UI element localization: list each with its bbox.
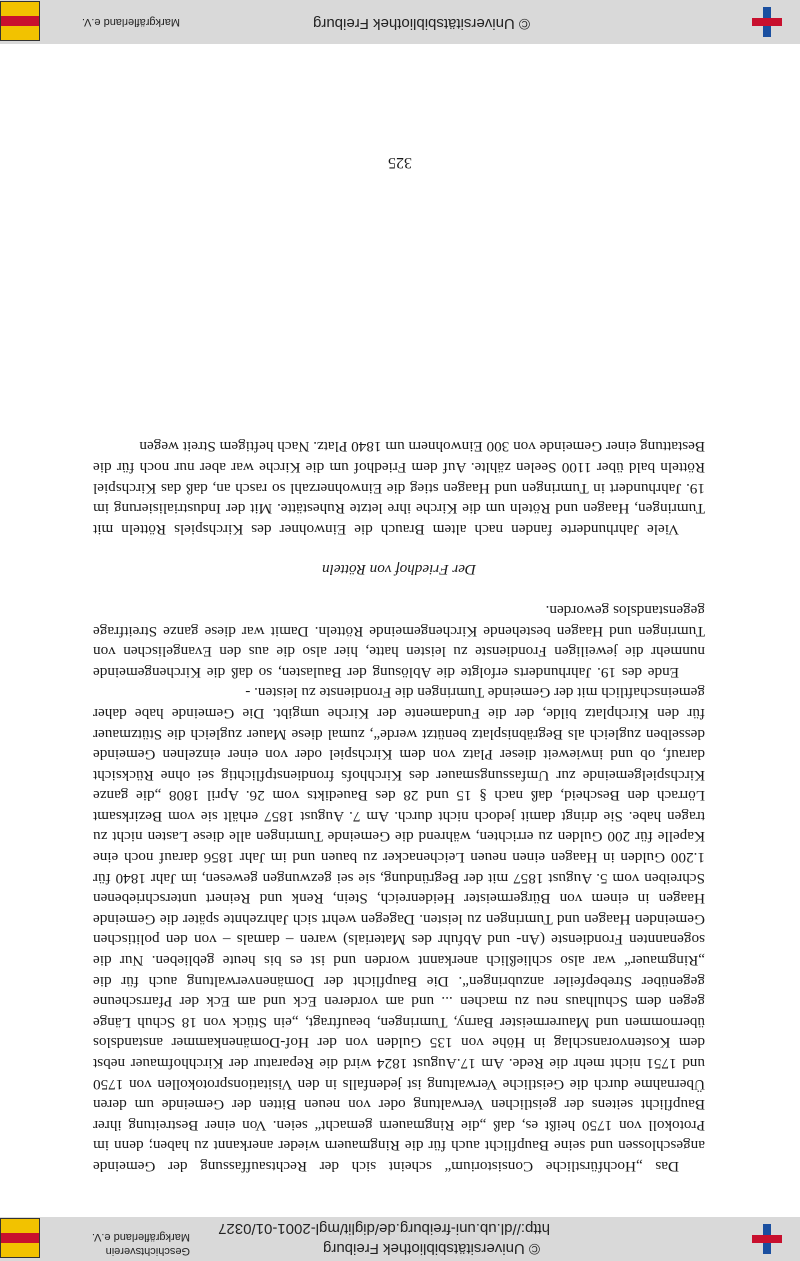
society-region: Markgräflerland e.V. [81,16,180,28]
paragraph-1: Das „Hochfürstliche Consistorium“ scheint sich der Rechtsauffassung der Gemeinde angeschlossen und seine Baupflicht auch für die Ringmauern wieder anerkannt zu haben; denn im Protokoll von 1750 heißt es, daß „die Ringmauern gemacht“ seien. Von einer Bestreitung ihrer Baupflicht seitens der geistlichen Verwaltung oder von neuen Bitten der Gemeinde um deren Übernahme durch die Geistliche Verwaltung ist jedenfalls in den Visitationsprotokollen von 1750 und 1751 nicht mehr die Rede. Am 17.August 1824 wird die Reparatur der Kirchhofmauer nebst dem Kostenvoranschlag in Höhe von 135 Gulden von der Hof-Domänenkammer anstandslos übernommen und Maurermeister Barny, Tumringen, beauftragt, „ein Stück von 18 Schuh Länge gegen dem Schulhaus neu zu machen ... und am vorderen Eck und am Eck der Pfarrscheune gegenüber Strebepfeiler anzubringen“. Die Baupflicht der Domänenverwaltung auch für die „Ringmauer“ war also schließlich anerkannt worden und ist es bis heute geblieben. Nur die sogenannten Frondienste (An- und Abfuhr des Materials) waren – damals – von den politischen Gemeinden Haagen und Tumringen zu leisten. Dagegen wehrt sich Jahrzehnte später die Gemeinde Haagen in einem von Bürgermeister Heidenreich, Stein, Renk und Reinert unterschriebenen Schreiben vom 5. August 1857 mit der Begründung, sie sei gezwungen gewesen, im Jahr 1840 für 1.200 Gulden in Haagen einen neuen Leichenacker zu bauen und im Jahr 1856 darauf noch eine Kapelle für 200 Gulden zu errichten, während die Gemeinde Tumringen alle diese Lasten nicht zu tragen habe. Sie dringt damit jedoch nicht durch. Am 7. August 1857 erhält sie vom Bezirksamt Lörrach den Bescheid, daß nach § 15 und 28 des Bauedikts vom 26. April 1808 „die ganze Kirchspielgemeinde zur Umfassungsmauer des Kirchhofs frondienstpflichtig sei ohne Rücksicht darauf, ob und inwieweit dieser Platz von dem Kirchspiel oder von einer einzelnen Gemeinde desselben zugleich als Begräbnisplatz benützt werde“, zumal diese Mauer zugleich die Stützmauer für den Kirchplatz bilde, der die Fundamente der Kirche umgibt. Die Gemeinde habe daher gemeinschaftlich mit der Gemeinde Tumringen die Frondienste zu leisten. - [93,684,705,1175]
footer-bar [0,1217,800,1261]
coat-of-arms-icon [0,1218,40,1258]
society-name: Geschichtsverein [105,1245,190,1257]
header-bar [0,0,800,44]
university-logo-icon [752,7,782,37]
source-url-link[interactable]: http://dl.ub.uni-freiburg.de/diglit/mgl-2001-01/0327 [218,1220,550,1237]
coat-of-arms-icon [0,1,40,41]
copyright-text: © Universitätsbibliothek Freiburg [323,1240,540,1257]
paragraph-3: Viele Jahrhunderte fanden nach altem Brauch die Einwohner des Kirchspiels Rötteln mit Tumringen, Haagen und Röteln um die Kirche ihre letzte Ruhestätte. Mit der Industrialisierung im 19. Jahrhundert in Tumringen und Haagen stieg die Einwohnerzahl so rasch an, daß das Kirchspiel Rötteln bald über 1100 Seelen zählte. Auf dem Friedhof um die Kirche war aber nur noch für die Bestattung einer Gemeinde von 300 Einwohnern um 1840 Platz. Nach heftigem Streit wegen [93,438,705,538]
section-heading: Der Friedhof von Rötteln [322,561,476,579]
document-body [93,436,705,1176]
copyright-text: © Universitätsbibliothek Freiburg [313,15,530,32]
paragraph-2: Ende des 19. Jahrhunderts erfolgte die Ablösung der Baulasten, so daß die Kirchengemeinde nunmehr die jeweiligen Frondienste zu leisten hatte, hier also die aus den Evangelischen von Tumringen und Haagen bestehende Kirchengemeinde Rötteln. Damit war diese ganze Streitfrage gegenstandslos geworden. [93,601,705,681]
page-number: 325 [388,154,412,171]
university-logo-icon [752,1224,782,1254]
society-region: Markgräflerland e.V. [91,1231,190,1243]
